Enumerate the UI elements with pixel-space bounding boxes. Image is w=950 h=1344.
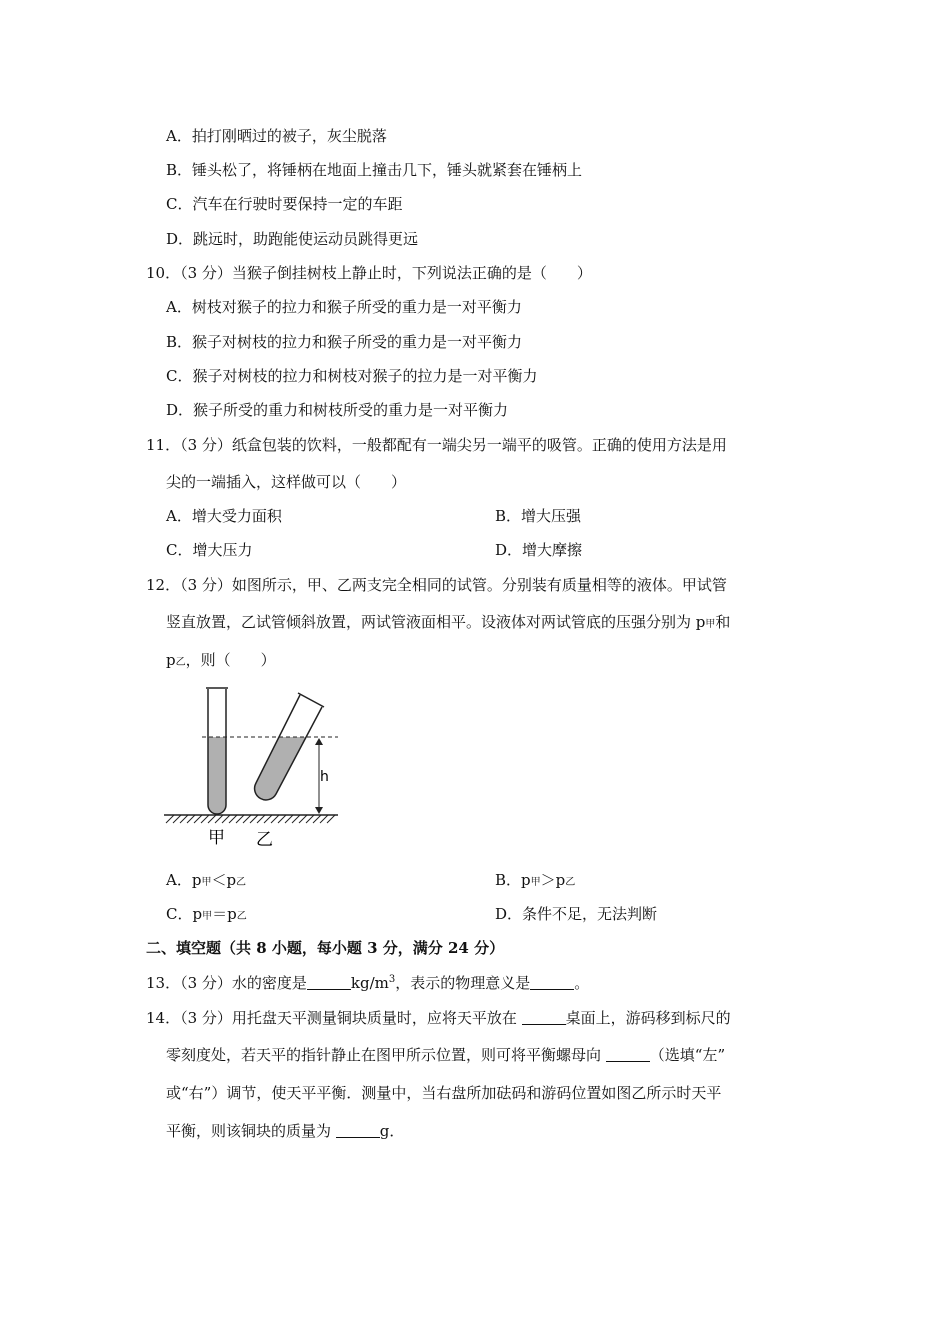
q12-option-a-p1: A．p — [166, 871, 202, 889]
answer-blank — [336, 1123, 380, 1138]
q10-option-c: C．猴子对树枝的拉力和树枝对猴子的拉力是一对平衡力 — [166, 367, 538, 385]
q13-unit: kg/m — [350, 974, 389, 992]
q11-option-b: B．增大压强 — [495, 507, 582, 525]
subscript-jia: 甲 — [201, 877, 212, 888]
q13-text-mid: ，表示的物理意义是 — [395, 974, 531, 992]
q12-stem-line2-text: 竖直放置，乙试管倾斜放置，两试管液面相平。设液体对两试管底的压强分别为 p — [166, 613, 706, 631]
q12-option-b — [495, 870, 575, 893]
q13-text: 13．（3 分）水的密度是 — [146, 974, 307, 992]
answer-blank — [522, 1010, 566, 1025]
q9-option-c: C．汽车在行驶时要保持一定的车距 — [166, 195, 403, 213]
subscript-yi: 乙 — [236, 877, 247, 888]
q9-option-d: D．跳远时，助跑能使运动员跳得更远 — [166, 230, 419, 248]
answer-blank — [530, 975, 574, 990]
q11-option-a: A．增大受力面积 — [166, 507, 282, 525]
q12-option-c-p1: C．p — [166, 905, 203, 923]
q14-line2-end: （选填“左” — [649, 1046, 726, 1064]
q12-stem-line1: 12．（3 分）如图所示，甲、乙两支完全相同的试管。分别装有质量相等的液体。甲试管 — [146, 576, 727, 594]
q9-option-a: A．拍打刚晒过的被子，灰尘脱落 — [166, 127, 387, 145]
q14-line4-text: 平衡，则该铜块的质量为 — [166, 1122, 336, 1140]
answer-blank — [606, 1047, 650, 1062]
q12-stem-line2-end: 和 — [715, 613, 731, 631]
q12-stem-line3 — [166, 650, 276, 673]
subscript-yi: 乙 — [565, 877, 576, 888]
q14-line1-end: 桌面上，游码移到标尺的 — [565, 1009, 731, 1027]
tube-jia-liquid — [208, 737, 226, 814]
q14-line4 — [166, 1121, 404, 1141]
q12-option-c — [166, 904, 247, 927]
height-arrow-head-down — [315, 807, 323, 814]
q11-option-c: C．增大压力 — [166, 541, 253, 559]
q12-option-c-p2: ＝p — [212, 905, 237, 923]
answer-blank — [307, 975, 351, 990]
q9-option-b: B．锤头松了，将锤柄在地面上撞击几下，锤头就紧套在锤柄上 — [166, 161, 583, 179]
q12-stem-line3-end: ，则（ ） — [185, 651, 276, 669]
q11-option-d: D．增大摩擦 — [495, 541, 583, 559]
q14-line2 — [166, 1045, 725, 1065]
q13 — [146, 973, 589, 993]
section-title: 二、填空题（共 8 小题，每小题 3 分，满分 24 分） — [146, 939, 505, 957]
subscript-jia: 甲 — [705, 619, 716, 630]
q14-line1-text: 14．（3 分）用托盘天平测量铜块质量时，应将天平放在 — [146, 1009, 522, 1027]
q10-option-b: B．猴子对树枝的拉力和猴子所受的重力是一对平衡力 — [166, 333, 523, 351]
q11-stem-line1: 11．（3 分）纸盒包装的饮料，一般都配有一端尖另一端平的吸管。正确的使用方法是用 — [146, 436, 727, 454]
q13-unit-exponent: 3 — [388, 974, 396, 985]
height-arrow-head-up — [315, 738, 323, 745]
q10-option-d: D．猴子所受的重力和树枝所受的重力是一对平衡力 — [166, 401, 509, 419]
q10-option-a: A．树枝对猴子的拉力和猴子所受的重力是一对平衡力 — [166, 298, 522, 316]
q14-line2-text: 零刻度处，若天平的指针静止在图甲所示位置，则可将平衡螺母向 — [166, 1046, 606, 1064]
q11-stem-line2: 尖的一端插入，这样做可以（ ） — [166, 473, 407, 491]
label-yi: 乙 — [256, 830, 273, 850]
subscript-yi: 乙 — [175, 657, 186, 668]
q12-option-d: D．条件不足，无法判断 — [495, 905, 658, 923]
q13-text-end: 。 — [574, 974, 590, 992]
q12-option-b-p1: B．p — [495, 871, 531, 889]
subscript-jia: 甲 — [202, 911, 213, 922]
label-h: h — [320, 769, 329, 785]
label-jia: 甲 — [208, 828, 225, 848]
q12-option-b-p2: ＞p — [540, 871, 566, 889]
ground-hatching — [166, 815, 335, 823]
q14-line3: 或“右”）调节，使天平平衡．测量中，当右盘所加砝码和游码位置如图乙所示时天平 — [166, 1084, 722, 1102]
test-tubes-figure — [164, 683, 344, 853]
q10-stem: 10．（3 分）当猴子倒挂树枝上静止时，下列说法正确的是（ ） — [146, 264, 592, 282]
tube-yi-rim — [298, 693, 324, 707]
q12-stem-line2 — [166, 612, 730, 635]
subscript-yi: 乙 — [236, 911, 247, 922]
q12-option-a — [166, 870, 246, 893]
q14-line1 — [146, 1008, 731, 1028]
subscript-jia: 甲 — [530, 877, 541, 888]
q14-line4-end: g． — [379, 1122, 405, 1140]
q12-stem-line3-p: p — [166, 651, 176, 669]
q12-option-a-p2: ＜p — [211, 871, 237, 889]
